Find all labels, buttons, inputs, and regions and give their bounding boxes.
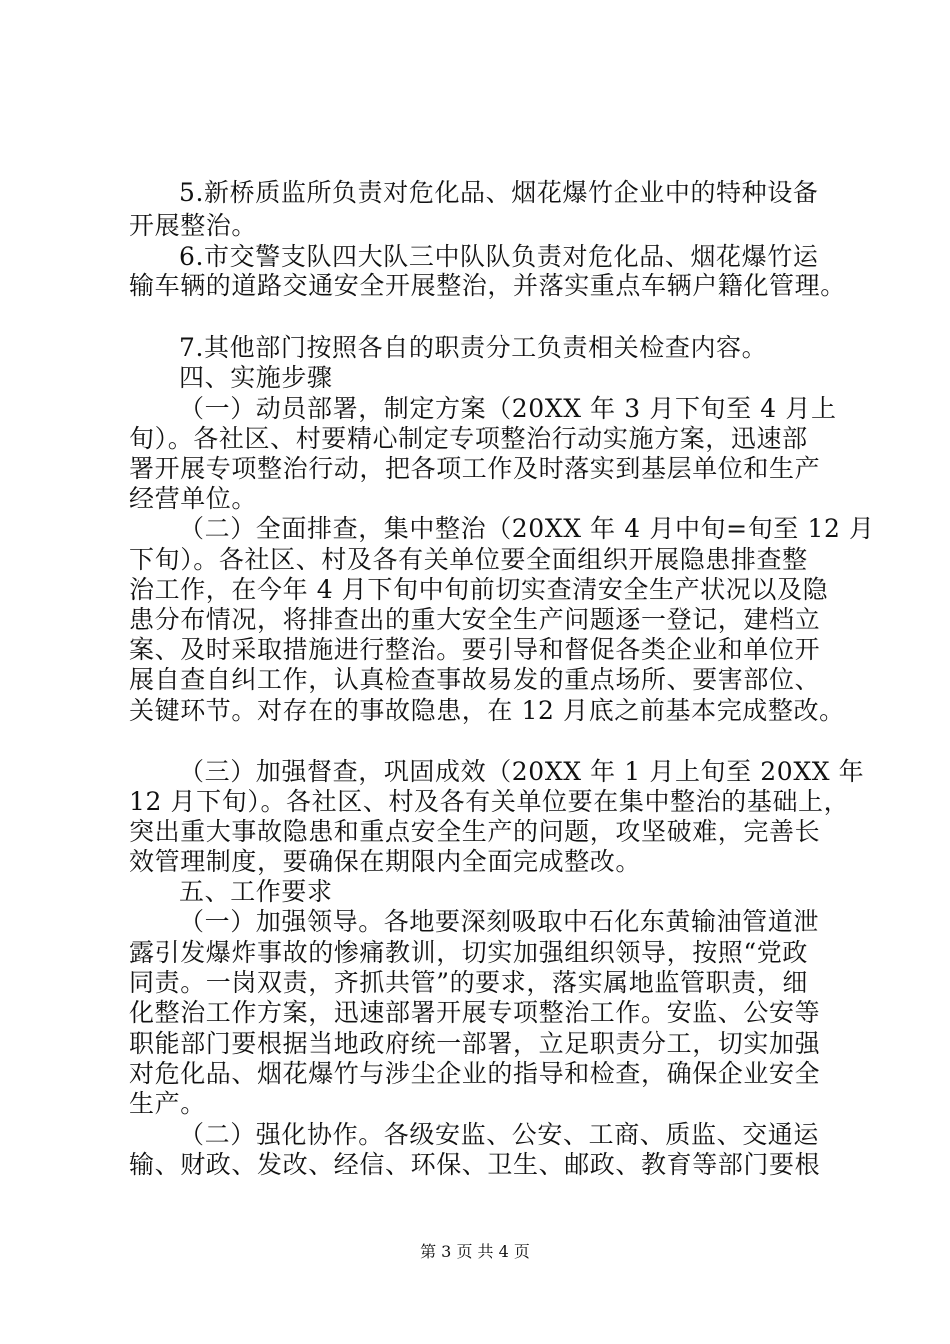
text-line: 突出重大事故隐患和重点安全生产的问题，攻坚破难，完善长 [129, 817, 821, 846]
text-line: 输车辆的道路交通安全开展整治，并落实重点车辆户籍化管理。 [129, 271, 846, 300]
section-heading: 五、工作要求 [179, 877, 333, 906]
text-line: 效管理制度，要确保在期限内全面完成整改。 [129, 847, 642, 876]
text-line: 职能部门要根据当地政府统一部署，立足职责分工，切实加强 [129, 1029, 821, 1058]
text-line: 治工作，在今年 4 月下旬中旬前切实查清安全生产状况以及隐 [129, 575, 829, 604]
text-line: 开展整治。 [129, 211, 258, 240]
text-line: 对危化品、烟花爆竹与涉尘企业的指导和检查，确保企业安全 [129, 1059, 821, 1088]
text-line: 7.其他部门按照各自的职责分工负责相关检查内容。 [179, 333, 768, 362]
text-line: 案、及时采取措施进行整治。要引导和督促各类企业和单位开 [129, 635, 821, 664]
text-line: （二）全面排查，集中整治（20XX 年 4 月中旬=旬至 12 月 [179, 514, 875, 543]
text-line: 关键环节。对存在的事故隐患，在 12 月底之前基本完成整改。 [129, 696, 845, 725]
text-line: 经营单位。 [129, 484, 258, 513]
text-line: 患分布情况，将排查出的重大安全生产问题逐一登记，建档立 [129, 605, 821, 634]
text-line: （一）加强领导。各地要深刻吸取中石化东黄输油管道泄 [179, 907, 820, 936]
text-line: 5.新桥质监所负责对危化品、烟花爆竹企业中的特种设备 [179, 178, 819, 207]
text-line: 12 月下旬）。各社区、村及各有关单位要在集中整治的基础上， [129, 787, 850, 816]
text-line: 6.市交警支队四大队三中队队负责对危化品、烟花爆竹运 [179, 242, 819, 271]
text-line: 化整治工作方案，迅速部署开展专项整治工作。安监、公安等 [129, 998, 821, 1027]
text-line: （三）加强督查，巩固成效（20XX 年 1 月上旬至 20XX 年 [179, 757, 865, 786]
text-line: 生产。 [129, 1089, 206, 1118]
page-number-footer: 第 3 页 共 4 页 [420, 1242, 530, 1261]
text-line: （一）动员部署，制定方案（20XX 年 3 月下旬至 4 月上 [179, 394, 837, 423]
text-line: 输、财政、发改、经信、环保、卫生、邮政、教育等部门要根 [129, 1150, 821, 1179]
section-heading: 四、实施步骤 [179, 363, 333, 392]
text-line: 露引发爆炸事故的惨痛教训，切实加强组织领导，按照“党政 [129, 938, 808, 967]
text-line: 同责。一岗双责，齐抓共管”的要求，落实属地监管职责，细 [129, 968, 808, 997]
text-line: 展自查自纠工作，认真检查事故易发的重点场所、要害部位、 [129, 665, 821, 694]
text-line: 下旬）。各社区、村及各有关单位要全面组织开展隐患排查整 [129, 545, 808, 574]
text-line: 署开展专项整治行动，把各项工作及时落实到基层单位和生产 [129, 454, 821, 483]
text-line: 旬）。各社区、村要精心制定专项整治行动实施方案，迅速部 [129, 424, 808, 453]
text-line: （二）强化协作。各级安监、公安、工商、质监、交通运 [179, 1120, 820, 1149]
